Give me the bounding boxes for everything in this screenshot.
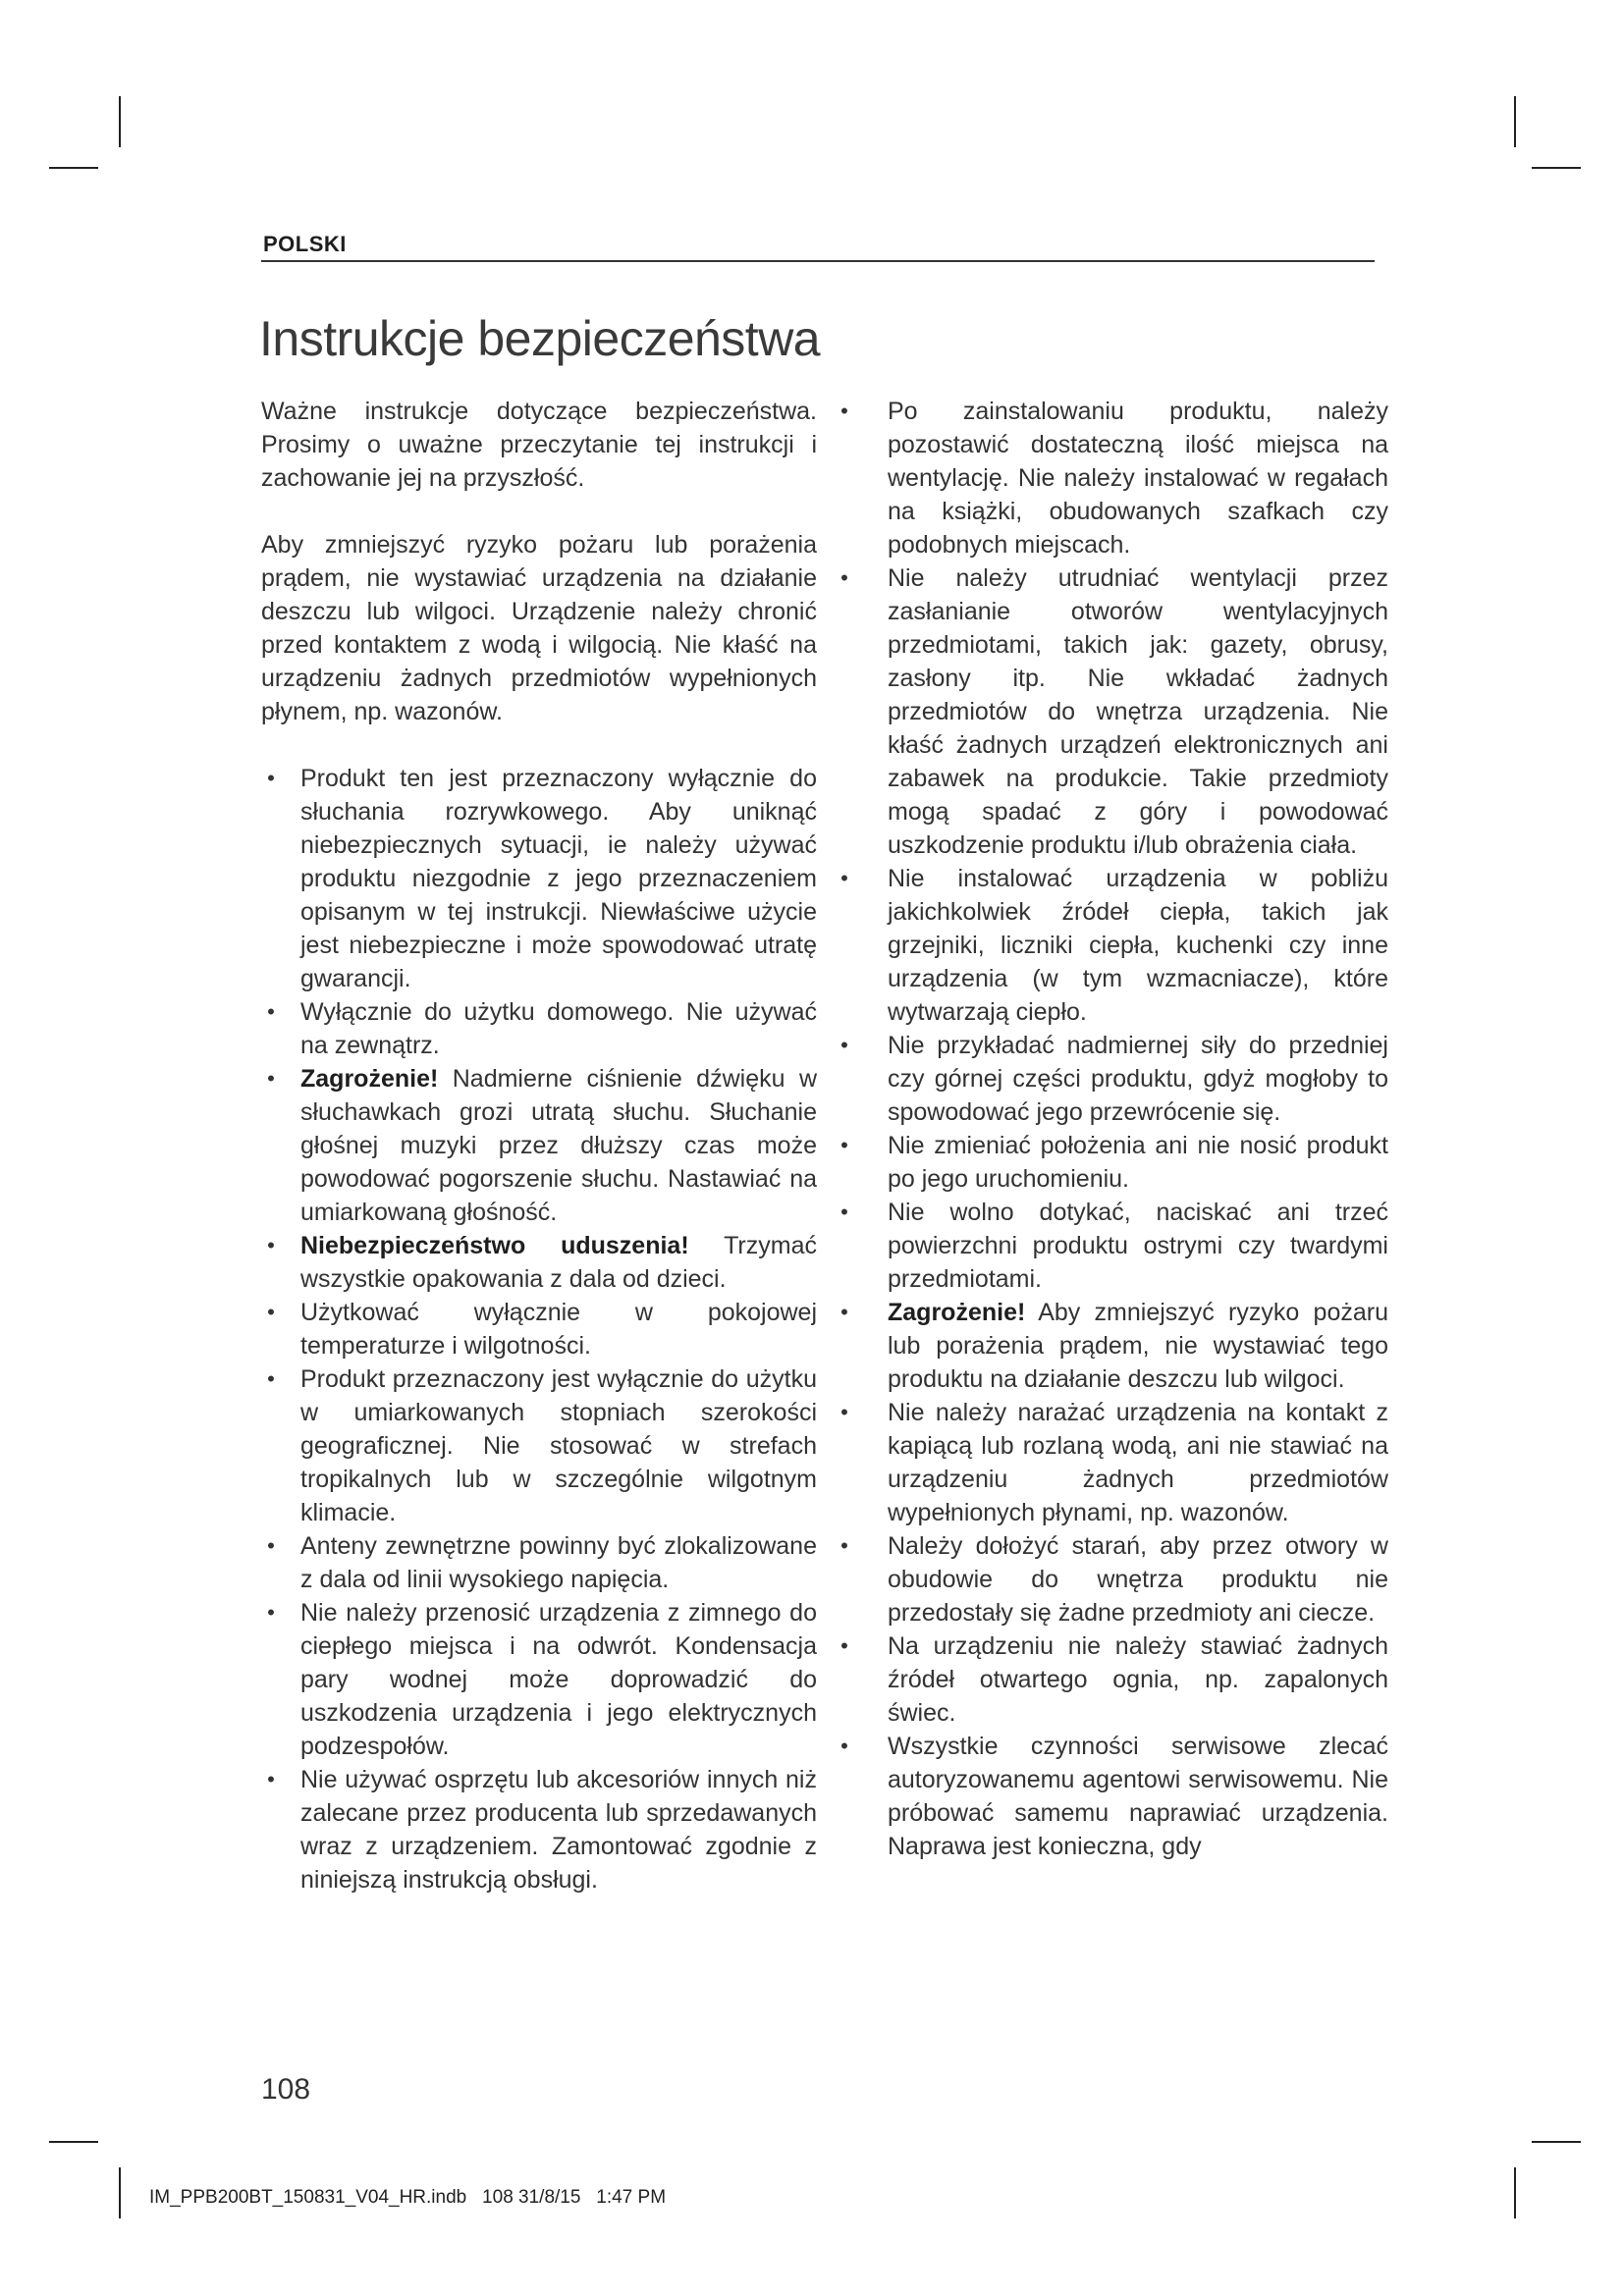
bullet-icon: • <box>267 1233 275 1257</box>
crop-mark-bottom-right-vertical <box>1514 2167 1516 2218</box>
page-number: 108 <box>261 2073 311 2106</box>
section-label: POLSKI <box>263 232 347 256</box>
left-column <box>261 395 817 1896</box>
list-item-text: Nie należy narażać urządzenia na kontakt z kapiącą lub rozlaną wodą, ani nie stawiać na urządzeniu żadnych przedmiotów wypełnionych płynami, np. wazonów. <box>888 1399 1388 1526</box>
safety-list-item <box>261 1296 817 1362</box>
safety-list-item <box>261 1529 817 1596</box>
safety-list-item <box>835 1196 1388 1296</box>
list-item-text: Nie zmieniać położenia ani nie nosić produkt po jego uruchomieniu. <box>888 1132 1388 1193</box>
warning-label: Zagrożenie! <box>300 1065 439 1093</box>
bullet-icon: • <box>267 1600 275 1625</box>
safety-list-item <box>261 1062 817 1229</box>
bullet-icon: • <box>840 1400 848 1424</box>
crop-mark-bottom-left-vertical <box>119 2167 121 2218</box>
bullet-icon: • <box>267 1767 275 1791</box>
list-item-text: Nie wolno dotykać, naciskać ani trzeć powierzchni produktu ostrymi czy twardymi przedmiotami. <box>888 1199 1388 1293</box>
bullet-icon: • <box>840 1200 848 1224</box>
bullet-icon: • <box>840 399 848 423</box>
list-item-text: Produkt przeznaczony jest wyłącznie do użytku w umiarkowanych stopniach szerokości geograficznej. Nie stosować w strefach tropikalnych lub w szczególnie wilgotnym klimacie. <box>300 1365 817 1526</box>
list-item-text: Nadmierne ciśnienie dźwięku w słuchawkach grozi utratą słuchu. Słuchanie głośnej muzyki przez dłuższy czas może powodować pogorszenie słuchu. Nastawiać na umiarkowaną głośność. <box>300 1065 817 1226</box>
right-column <box>835 395 1388 1863</box>
crop-mark-bottom-right-horizontal <box>1532 2141 1581 2143</box>
list-item-text: Nie należy utrudniać wentylacji przez zasłanianie otworów wentylacyjnych przedmiotami, takich jak: gazety, obrusy, zasłony itp. Nie wkładać żadnych przedmiotów do wnętrza urządzenia. Nie kłaść żadnych urządzeń elektronicznych ani zabawek na produkcie. Takie przedmioty mogą spadać z góry i powodować uszkodzenie produktu i/lub obrażenia ciała. <box>888 564 1388 859</box>
left-bullet-list <box>261 762 817 1896</box>
safety-list-item <box>835 1029 1388 1129</box>
list-item-text: Użytkować wyłącznie w pokojowej temperaturze i wilgotności. <box>300 1299 817 1360</box>
safety-list-item <box>835 1730 1388 1863</box>
page-title: Instrukcje bezpieczeństwa <box>259 311 821 366</box>
list-item-text: Po zainstalowaniu produktu, należy pozostawić dostateczną ilość miejsca na wentylację. Nie należy instalować w regałach na książki, obudowanych szafkach czy podobnych miejscach. <box>888 398 1388 559</box>
bullet-icon: • <box>840 1734 848 1758</box>
bullet-icon: • <box>267 999 275 1024</box>
crop-mark-top-left-horizontal <box>49 167 98 169</box>
safety-list-item <box>835 1396 1388 1529</box>
list-item-text: Nie należy przenosić urządzenia z zimnego do ciepłego miejsca i na odwrót. Kondensacja pary wodnej może doprowadzić do uszkodzenia urządzenia i jego elektrycznych podzespołów. <box>300 1599 817 1760</box>
safety-list-item <box>261 1362 817 1529</box>
warning-label: Niebezpieczeństwo uduszenia! <box>300 1232 689 1259</box>
list-item-text: Nie używać osprzętu lub akcesoriów innych niż zalecane przez producenta lub sprzedawanych wraz z urządzeniem. Zamontować zgodnie z niniejszą instrukcją obsługi. <box>300 1766 817 1894</box>
warning-paragraph: Aby zmniejszyć ryzyko pożaru lub porażenia prądem, nie wystawiać urządzenia na działanie deszczu lub wilgoci. Urządzenie należy chronić przed kontaktem z wodą i wilgocią. Nie kłaść na urządzeniu żadnych przedmiotów wypełnionych płynem, np. wazonów. <box>261 531 817 725</box>
warning-label: Zagrożenie! <box>888 1299 1026 1326</box>
crop-mark-top-right-horizontal <box>1532 167 1581 169</box>
bullet-icon: • <box>840 1033 848 1057</box>
bullet-icon: • <box>840 1633 848 1658</box>
safety-list-item <box>835 395 1388 561</box>
list-item-text: Nie przykładać nadmiernej siły do przedniej czy górnej części produktu, gdyż mogłoby to spowodować jego przewrócenie się. <box>888 1032 1388 1126</box>
safety-list-item <box>835 561 1388 862</box>
crop-mark-bottom-left-horizontal <box>49 2141 98 2143</box>
bullet-icon: • <box>267 766 275 790</box>
list-item-text: Na urządzeniu nie należy stawiać żadnych źródeł otwartego ognia, np. zapalonych świec. <box>888 1632 1388 1727</box>
safety-list-item <box>261 1596 817 1763</box>
crop-mark-top-right-vertical <box>1514 96 1516 147</box>
safety-list-item <box>261 1763 817 1896</box>
list-item-text: Należy dołożyć starań, aby przez otwory w obudowie do wnętrza produktu nie przedostały się żadne przedmioty ani ciecze. <box>888 1532 1388 1627</box>
safety-list-item <box>835 1129 1388 1196</box>
bullet-icon: • <box>267 1300 275 1324</box>
list-item-text: Nie instalować urządzenia w pobliżu jakichkolwiek źródeł ciepła, takich jak grzejniki, liczniki ciepła, kuchenki czy inne urządzenia (w tym wzmacniacze), które wytwarzają ciepło. <box>888 865 1388 1026</box>
list-item-text: Trzymać wszystkie opakowania z dala od dzieci. <box>300 1232 817 1293</box>
list-item-text: Aby zmniejszyć ryzyko pożaru lub porażenia prądem, nie wystawiać tego produktu na działanie deszczu lub wilgoci. <box>888 1299 1388 1393</box>
safety-list-item <box>835 1629 1388 1730</box>
list-item-text: Wyłącznie do użytku domowego. Nie używać na zewnątrz. <box>300 998 817 1059</box>
list-item-text: Anteny zewnętrzne powinny być zlokalizowane z dala od linii wysokiego napięcia. <box>300 1532 817 1593</box>
list-item-text: Wszystkie czynności serwisowe zlecać autoryzowanemu agentowi serwisowemu. Nie próbować samemu naprawiać urządzenia. Naprawa jest konieczna, gdy <box>888 1733 1388 1860</box>
header-divider <box>261 260 1375 262</box>
bullet-icon: • <box>267 1533 275 1558</box>
bullet-icon: • <box>840 1133 848 1157</box>
bullet-icon: • <box>840 565 848 590</box>
right-bullet-list <box>835 395 1388 1863</box>
safety-list-item <box>835 1529 1388 1629</box>
safety-list-item <box>835 862 1388 1029</box>
safety-list-item <box>261 762 817 995</box>
bullet-icon: • <box>840 866 848 890</box>
safety-list-item <box>835 1296 1388 1396</box>
file-info: IM_PPB200BT_150831_V04_HR.indb 108 31/8/15 1:47 PM <box>149 2187 667 2208</box>
bullet-icon: • <box>840 1533 848 1558</box>
crop-mark-top-left-vertical <box>119 96 121 147</box>
bullet-icon: • <box>840 1300 848 1324</box>
safety-list-item <box>261 1229 817 1296</box>
list-item-text: Produkt ten jest przeznaczony wyłącznie do słuchania rozrywkowego. Aby uniknąć niebezpiecznych sytuacji, ie należy używać produktu niezgodnie z jego przeznaczeniem opisanym w tej instrukcji. Niewłaściwe użycie jest niebezpieczne i może spowodować utratę gwarancji. <box>300 765 817 992</box>
bullet-icon: • <box>267 1066 275 1091</box>
safety-list-item <box>261 995 817 1062</box>
intro-paragraph: Ważne instrukcje dotyczące bezpieczeństwa. Prosimy o uważne przeczytanie tej instrukcji i zachowanie jej na przyszłość. <box>261 398 817 492</box>
bullet-icon: • <box>267 1366 275 1391</box>
